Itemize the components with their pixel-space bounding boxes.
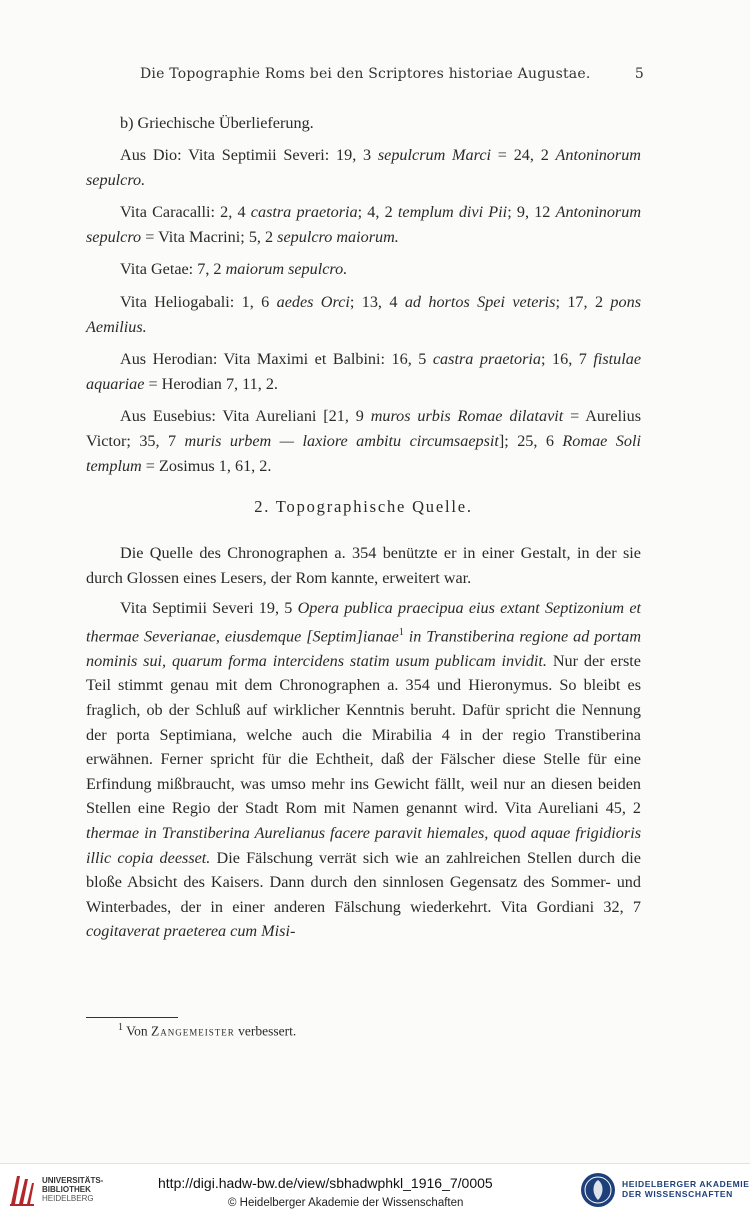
italic-run: sepulcrum Marci	[377, 146, 492, 164]
library-line-1: UNIVERSITÄTS-	[42, 1176, 104, 1185]
italic-run: aedes Orci	[276, 292, 350, 311]
text-run: ; 13, 4	[349, 292, 405, 311]
text-run: Nur der erste Teil stimmt genau mit dem Chronographen a. 354 und Hieronymus. So bleibt es fraglich, ob der Schluß auf wirklicher Kenntnis beruht. Dafür spricht die Nennung der porta Septimiana, welche auch die Mirabilia 4 in der regio Transtiberina erwähnen. Ferner spricht für die Echtheit, daß der Fälscher diese Stelle für eine Erfindung mißbraucht, was umso mehr ins Gewicht fällt, weil nur an diesen beiden Stellen eine Regio der Stadt Rom mit Namen genannt wird. Vita Aureliani 45, 2	[86, 651, 641, 818]
page-number: 5	[634, 66, 644, 82]
italic-run: maiorum sepulcro.	[225, 260, 348, 279]
text-run: Vita Caracalli: 2, 4	[120, 203, 251, 222]
paragraph	[86, 347, 641, 396]
section-b-title: b) Griechische Überlieferung.	[120, 114, 314, 132]
text-run: Aus Dio: Vita Septimii Severi: 19, 3	[120, 146, 378, 164]
text-run: Vita Getae: 7, 2	[120, 260, 226, 279]
text-run: Die Fälschung verrät sich wie an zahlreichen Stellen durch die bloße Absicht des Kaisers. Dann durch den sinnlosen Gegensatz des Sommer- und Winterbades, der in einer anderen Fälschung wiederkehrt. Vita Gordiani 32, 7	[86, 848, 641, 916]
academy-line-1: HEIDELBERGER AKADEMIE	[622, 1179, 750, 1189]
academy-name	[622, 1179, 750, 1199]
section-b-title-block	[86, 111, 641, 136]
copyright-notice: © Heidelberger Akademie der Wissenschaften	[228, 1197, 464, 1209]
academy-seal-icon	[580, 1172, 616, 1208]
text-run: Vita Septimii Severi 19, 5	[120, 599, 298, 618]
text-run: = 24, 2	[491, 146, 556, 164]
footnote-ref: 1	[398, 626, 404, 638]
italic-run: Antoninorum sepulcro.	[86, 146, 641, 189]
text-run: ; 17, 2	[555, 292, 611, 311]
text-run: Vita Heliogabali: 1, 6	[120, 292, 277, 311]
text-run: = Aurelius Victor; 35, 7	[86, 407, 641, 450]
section-2-title: 2. Topographische Quelle.	[254, 497, 473, 516]
footnote-suffix: verbessert.	[238, 1023, 297, 1039]
footnote-author: Zangemeister	[151, 1023, 235, 1039]
italic-run: ad hortos Spei veteris	[404, 292, 556, 311]
text-run: = Vita Macrini; 5, 2	[141, 227, 278, 246]
footnote-prefix: Von	[126, 1023, 148, 1039]
italic-run: thermae in Transtiberina Aurelianus facere paravit hiemales, quod aquae frigidioris illic copia deesset.	[86, 823, 641, 867]
italic-run: Romae Soli templum	[86, 431, 641, 475]
text-run: = Zosimus 1, 61, 2.	[141, 456, 272, 475]
paragraph	[86, 541, 641, 590]
text-run: ; 9, 12	[507, 203, 556, 222]
academy-line-2: DER WISSENSCHAFTEN	[622, 1189, 733, 1199]
italic-run: Opera publica praecipua eius extant Septizonium et thermae Severianae, eiusdemque [Septim]ianae	[86, 599, 641, 646]
italic-run: castra praetoria	[432, 350, 541, 369]
text-run: ; 16, 7	[541, 350, 594, 369]
text-run: ]; 25, 6	[498, 431, 563, 450]
italic-run: muris urbem — laxiore ambitu circumsaepsit	[184, 431, 499, 450]
library-line-2: BIBLIOTHEK	[42, 1185, 91, 1194]
footnote-marker: 1	[118, 1022, 123, 1033]
italic-run: cogitaverat praeterea cum Misi-	[86, 922, 296, 941]
topographic-source-text	[86, 541, 641, 944]
italic-run: in Transtiberina regione ad portam nominis sui, quarum forma intercidens statim usum publicam invidit.	[86, 627, 642, 670]
footnote	[118, 1022, 296, 1040]
paragraph	[86, 143, 641, 192]
running-header	[140, 66, 660, 82]
text-run: Aus Herodian: Vita Maximi et Balbini: 16, 5	[120, 350, 433, 369]
paragraph	[86, 200, 641, 249]
permalink-url[interactable]: http://digi.hadw-bw.de/view/sbhadwphkl_1916_7/0005	[158, 1175, 493, 1191]
text-run: Die Quelle des Chronographen a. 354 benützte er in einer Gestalt, in der sie durch Glossen eines Lesers, der Rom kannte, erweitert war.	[86, 544, 641, 587]
text-run: = Herodian 7, 11, 2.	[144, 374, 278, 393]
italic-run: templum divi Pii	[397, 203, 508, 222]
university-library-name	[42, 1176, 103, 1203]
library-line-3: HEIDELBERG	[42, 1194, 94, 1203]
paragraph	[86, 404, 641, 478]
paragraph	[86, 596, 641, 944]
italic-run: castra praetoria	[250, 203, 358, 222]
text-run: ; 4, 2	[357, 203, 398, 222]
italic-run: fistulae aquariae	[86, 350, 642, 393]
university-library-logo-icon	[8, 1173, 36, 1207]
footnote-rule	[86, 1017, 178, 1018]
italic-run: Antoninorum sepulcro	[86, 203, 642, 246]
paragraph	[86, 257, 641, 282]
italic-run: pons Aemilius.	[86, 292, 641, 336]
italic-run: muros urbis Romae dilatavit	[370, 407, 564, 426]
viewer-footer	[0, 1163, 750, 1217]
italic-run: sepulcro maiorum.	[277, 227, 399, 246]
paragraph	[86, 290, 641, 339]
greek-tradition-list	[86, 143, 641, 478]
text-run: Aus Eusebius: Vita Aureliani [21, 9	[120, 407, 371, 426]
running-title: Die Topographie Roms bei den Scriptores historiae Augustae.	[140, 66, 591, 82]
